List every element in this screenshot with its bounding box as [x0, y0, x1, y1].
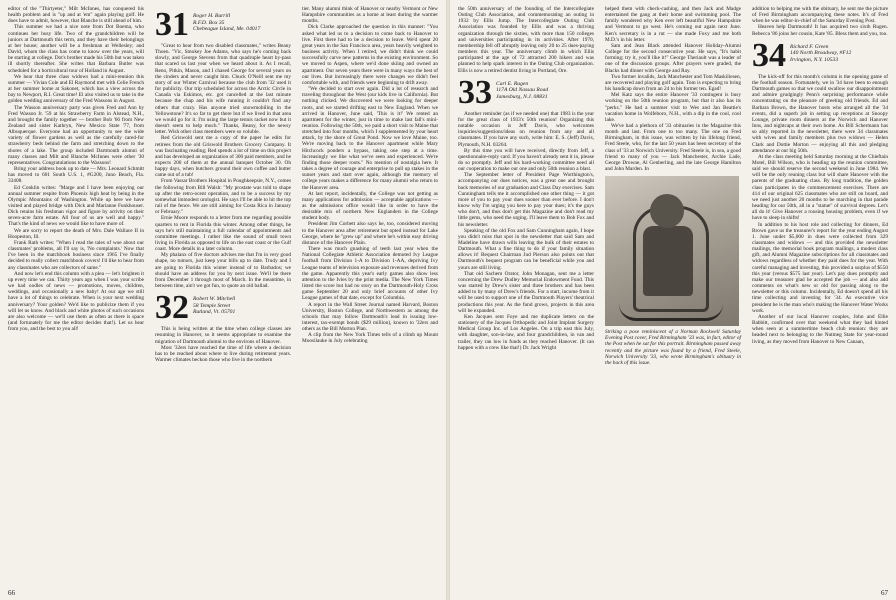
address-line: R.F.D. Box 35 — [193, 19, 225, 26]
paragraph: Another reminder (as if we needed one) that 1983 is the year for the great class of 1933's 50th reunion! Organizing this notable occasion is Jeff Davis, who welcomes inquiries/suggestions/ideas on reunion from any and all classmates. If you have any such, write him: E. S. (Jeff) Davis, Plymouth, N.H. 03264. — [458, 110, 594, 148]
paragraph: We've had a plethora of '33 obituaries in the Magazine this month and last. From one to too many. The one on Fred Birmingham, in this issue, was written by his lifelong friend, Fred Steele, who, for the last 50 years has been secretary of the class of '33 at Norwich University. Fred Steele is, in sea, a good friend to many of you — Jack Manchester, Archie Lade, George Drowne, Al Genberling, and the late George Hamilton and John Marden. In — [605, 122, 741, 173]
left-column-1 — [8, 6, 144, 332]
secretary-name: Carl E. Rugen — [496, 80, 529, 87]
class-entry-33 — [458, 73, 594, 111]
photo-caption: Striking a pose reminiscent of a Norman Rockwell Saturday Evening Post cover, Fred Birmingham '33 was, in fact, editor of the Post when he sat for this portrait. Birmingham passed away recently and the picture was found by a friend, Fred Steele, Norwich University '33, who wrote Birmingham's obituary in the back of this issue. — [605, 329, 741, 366]
paragraph: We hear that three class widows had a mini-reunion this summer — Vivian Cole and El Raymond met with Celie French at her summer home at Sakonet, which has a view across the bay to Newport, R.I. Great time! El also visited us to take in the golden wedding anniversary of the Fred Wassons in August. — [8, 73, 144, 105]
class-number: 33 — [458, 73, 492, 111]
paragraph: Red Griswold sent me a copy of the paper he edits for retirees from the old Griswold Brothers Grocery Company. It was fascinating reading; Red spends a lot of time on this project and has developed an organization of 300 paid members, and he expects 200 of them at the annual banquet October 30. Oh happy days, when butchers ground their own coffee and butter came out of a tub! — [155, 135, 291, 179]
paragraph: At last report, incidentally, the College was not getting as many applications for admission — acceptable applications — as the admissions office would like in order to have the desirable mix of northern New Englanders in the College student body. — [302, 190, 438, 222]
paragraph: My phalanx of five doctors advises me that I'm in very good shape, no tumors, just keep your bills up to date. Trudy and I are going to Florida this winter instead of to Barbados; we should have an address for you by next issue. We'll be there from December 1 through most of March. In the meantime, in between time, ain't we got fun, to quote an old ballad. — [155, 252, 291, 290]
class-number: 34 — [752, 36, 786, 74]
paragraph: A report in the Wall Street Journal named Harvard, Boston University, Boston College, and Northwestern as among the schools that may follow Dartmouth's lead in issuing low-interest, tax-exempt bonds ($29 million), known to '32ers and others as the Bill Morton Plan. — [302, 301, 438, 333]
paragraph: Bring your address book up to date — Mrs. Leonard Schmitt has moved to 601 South U.S. 1, #G200, Juno Beach, Fla. 33408. — [8, 166, 144, 185]
address-line: Chebeague Island, Me. 04017 — [193, 26, 261, 33]
paragraph: Mel Katz says the entire Hanover '33 contingent is busy working on the 50th reunion program, but that it also has its "perks." He had a summer visit to Wes and Jan Beattie's vacation home in Wolfeboro, N.H., with a dip in the cool, cool lake. — [605, 92, 741, 123]
paragraph: the 50th anniversary of the founding of the Intercollegiate Outing Club Association, and commemorating an outing in 1932 by Ellis Jump. The Intercollegiate Outing Club Association was founded by Ellis and was a thriving organization through the sixties, with more than 150 colleges and universities participating in its activities. After 1970, membership fell off abruptly leaving only 20 to 25 dues-paying members this year. The anniversary climb in which Ellis participated at the age of 72 attracted 200 hikers and was planned to help spark interest in the Outing Club organization. Ellis is now a retired dentist living in Portland, Ore. — [458, 6, 594, 74]
right-column-3 — [752, 6, 888, 345]
left-column-3 — [302, 6, 438, 345]
paragraph: Ernie Moore responds to a letter from me regarding possible quarters to rent in Florida this winter. Among other things, he says he's still maintaining a full calendar of appointments and committee meetings. I rather like the sound of small town living in Florida as opposed to life on the east coast or the Gulf coast. More details in a later column. — [155, 215, 291, 253]
paragraph: By this time you will have received, directly from Jeff, a questionnaire-reply card. If you haven't already sent it in, please do so promptly. Jeff and his hard-working committee need all our cooperation to make our one and only 50th reunion a blast. — [458, 147, 594, 173]
paragraph: That old Sachem Orator, John Monagan, sent me a letter concerning the Drew Dudley Memorial Endowment Fund. This was started by Drew's sister and three brothers and has been added to by many of Drew's friends. For a start, income from it will be used to support one of the Dartmouth Players' theatrical productions this year. As the fund grows, projects in this area will be expanded. — [458, 270, 594, 314]
address-line: 58 Temple Street — [193, 302, 231, 309]
class-entry-32 — [155, 289, 291, 327]
paragraph: addition to helping me with the obituary, he sent me the picture of Fred Birmingham accompanying these notes. It's of Fred when he was editor-in-chief of the Saturday Evening Post. — [752, 6, 888, 25]
paragraph: Another of our local Hanover couples, John and Ellie Babbitt, confirmed over that weekend what they had hinted when seen at a summertime beach club reunion: they are headed next to belonging to the Nutmeg State for year-round living, as they moved from Hanover to New Canaan, — [752, 313, 888, 345]
secretary-name: Richard F. Green — [790, 43, 829, 50]
figure-head-shape — [650, 194, 684, 228]
paragraph: Ken Jacques sent Foye and me duplicate letters on the stationery of the Jacques Orthopedic and Joint Implant Surgery Medical Group Inc. of Los Angeles. On a trip east this July, with daughter, son-in-law, and four grandchildren, in van and trailer, they ran low in funds as they reached Hanover. (It can happen with a crew like that!) Dr. Jack Wright — [458, 313, 594, 351]
class-secretary-address — [496, 78, 548, 101]
paragraph: "Great to hear from two disabled classmates," writes Beany Thoen. "Vic, Smokey Joe Adams, who says he's coming back slowly, and George Stevens from that quadruple heart by-pass that scared us last year when we heard about it. As I recall, Reno, Pitkin, Mason, and I chased George for several years on the cinders and never caught him. Chuck O'Neill sent me my story of our Winter Carnival because the club from '32 used it for publicity. Our trip scheduled for across the Arctic Circle in Canada via Eskimos, etc. got cancelled at the last minute because the chap and his wife running it couldn't find any others that crazy. Has anyone tried snowmobiling in the Yellowstone? It's so far to get there but if we lived in that area we would go for it. I'm using the large tennis racket now but it doesn't seem to help much." Thanks, Beany, for the newsy letter. Wish other class members were so voluble. — [155, 43, 291, 136]
paragraph: A clip from the New York Times tells of a climb up Mount Moosilauke in July celebrating — [302, 332, 438, 345]
left-page — [0, 0, 446, 600]
paragraph: At the class meeting held Saturday morning at the Chieftain Motel, Bill Wilson, who is heading up the reunion committee, said we should reserve the second weekend in June 1984. We will be the only reuning class but will share Hanover with the parents of the graduating class. By long tradition, the golden class participates in the commencement exercises. There are 414 of our original 625 classmates who are still on board, and we need just another 20 months to be marching in that parade heading for our 50th, all in a "statue" of survival degrees. Let's all do it! Give Hanover a rousing housing problem, even if we have to sleep in shifts! — [752, 153, 888, 222]
portrait-photo — [605, 176, 739, 326]
secretary-name: Robert W. Mitchell — [193, 296, 236, 303]
paragraph: helped them with check-cashing, and then Jack and Madge entertained the gang at their home and swimming pool. The family wondered why Ken ever left beautiful New Hampshire and Vermont to go west. He's coming out again next June. Ken's secretary is in a rut — she made Foxy and me both M.D.'s in his letter. — [605, 6, 741, 43]
left-column-2 — [155, 6, 291, 363]
paragraph: This is being written at the time when college classes are resuming in Hanover, so it seems appropriate to examine the migration of Dartmouth alumni to the environs of Hanover. — [155, 326, 291, 345]
paragraph: Heaven help Dartmouth! It has acquired two sixth Rugen. Rebecca '86 joins her cousin, Kate '85. Bless them and you, too. — [752, 24, 888, 37]
right-column-1 — [458, 6, 594, 351]
class-entry-34 — [752, 36, 888, 74]
class-secretary-address — [193, 10, 260, 33]
address-line: Jamesburg, N.J. 08831 — [496, 93, 548, 100]
paragraph: Most '32ers have reached the time of life where a decision has to be reached about where to live during retirement years. Warmer climates beckon those who live in the northern — [155, 344, 291, 364]
figure-body-shape — [643, 226, 693, 296]
paragraph: Dick Clarke approached the question in this manner: "You asked what led us to a decision to come back to Hanover to live. First there had to be a decision to leave. We'd spent 20 great years in the San Francisco area, years heavily weighted to business activity. When I retired, we didn't think we could successfully carve new patterns in the existing environment. So we moved to Aspen, where we'd done skiing and owned an apartment. Our seven years there were in many ways the best of our lives. But increasingly there were changes we didn't feel comfortable with, and friends were beginning to drift away. — [302, 24, 438, 86]
paragraph: Ed Conklin writes: "Marge and I have been enjoying our annual summer respite from Phoenix high heat by being in the Olympic Mountains of Washington. While up here we have visited and played bridge with Dick and Marianne Funkhouser. Dick retains his freshman vigor and figure by activity on their seven-acre farm estate. All four of us are well and happy." That's the kind of news we would like to have more of. — [8, 184, 144, 228]
page-number: 67 — [881, 589, 888, 597]
secretary-name: Roger H. Burrill — [193, 13, 231, 19]
right-column-2 — [605, 6, 741, 366]
paragraph: Frank Rath writes: "When I read the tales of woe about our classmates' problems, all I'll say is, 'No complaints.' Now that I've been in the matchbook business since 1965 I've finally decided to really collect matchbook covers! I'd like to hear from any classmates who are collectors of same." — [8, 239, 144, 271]
paragraph: We are sorry to report the death of Mrs. Dale Wallace II in Hoopeston, Ill. — [8, 227, 144, 240]
paragraph: This summer we had a nice note from Dot Boema, who continues her busy life. Two of the grandchildren will be juniors at Dartmouth this term, and they have their belongings at her house; another will be a freshman at Wellesley; and David, whom the class has come to know over the years, will be starting at college. Dot's brother made his 50th but was taken ill shortly thereafter. She writes that Barbara Butler was scheduled for a horticultural tour of Holland in August. — [8, 24, 144, 74]
paragraph: Sam and Jean Black attended Hanover Holiday-Alumni College for the second consecutive year. He says, "It's habit forming; try it, you'll like it!" George Theriault was a leader of one of the discussion groups. After prayers were graded, the Blacks had dinner with George and Ray. — [605, 42, 741, 74]
class-number: 31 — [155, 6, 189, 43]
class-secretary-address — [193, 293, 235, 316]
class-entry-31 — [155, 6, 291, 43]
class-number: 32 — [155, 289, 189, 327]
right-page — [450, 0, 896, 600]
paragraph: From Vassar Brothers Hospital in Poughkeepsie, N.Y., comes the following from Bill Walsh: "My prostate was told to shape up after the retro-ocent operation, and to be a success by my somewhat immodest urologist. He says I'll be able to hit the top rail of the fence. We are still aiming for Costa Rica in January or February." — [155, 178, 292, 216]
address-line: 117A Old Nassau Road — [496, 87, 549, 94]
rocker-shape — [619, 304, 723, 321]
paragraph: editor of the "Thirtyeter," Milt McInnes, has conquered his health problem and is "up and at 'em" again playing golf. He does have to admit, however, that Blanche is still ahead of him. — [8, 6, 144, 25]
paragraph: The kick-off for this month's column is the opening game of the football season. Fortunately, we in '34 have been to enough Dartmouth games so that we could swallow our disappointment and admire grudgingly Penn's surprising performance while concentrating on the pleasure of greeting old friends. Ed and Barbara Brown, the Hanover hosts who arranged all the '34 events, did a superb job in setting up receptions at Snoopy Lounge, private room dinners at the Norwich and Hanover Inns, and nightcaps at their own home. As Bill Schermann has so ably reported in the newsletter, there were 34 classmates with wives and family members plus two widows — Helen Clark and Dottie Morton — enjoying all this and pledging attendance at our big 50th. — [752, 73, 888, 154]
paragraph: "We decided to start over again. Did a lot of research and traveling throughout the West (our kids live in California). But nothing clicked. We discovered we were looking for deeper roots, and we started drifting east to New England. When we arrived in Hanover, June said, 'This is it!' We rented an apartment for the winter, just in time to make last fall's mini-reunion. Following the 50th, we paid a short visit to Maine that stretched into four months, which I supplemented by your heart attack, by the shore of Great Pond. Now we love Maine, too. We're moving back to the Hanover apartment while Mary Hitchcock ponders a bypass, taking one step at a time. Increasingly we like what we've seen and experienced. We're finding those deeper roots." No mention of nostalgia here. It takes a degree of courage and enterprise to pull up stakes in the sunset years and start over again, although the memory of college years makes a difference for many alumni who return to the Hanover area. — [302, 86, 438, 191]
class-secretary-address — [790, 41, 851, 64]
address-line: Irvington, N.Y. 10533 — [790, 56, 839, 63]
paragraph: In addition to his host role and collecting for dinners, Ed Brown gave us the treasurer's report for the year ending August 1. June under $5,000 in dues were collected from 329 classmates and widows — and this provided the newsletter mailings, the memorial book program mailings, a modest class gift, and Alumni Magazine subscriptions for all classmates and widows regardless of whether they paid dues for the year. With careful managing and investing, this provided a surplus of $550 this year (versus $575 last year). Let's pay dues promptly and make our treasurer glad he accepted the job — and also add comments on what's new or old for passing along to the newsletter or this column. Incidentally, Ed doesn't spend all his time collecting and investing for '34. As executive vice president he is the man who's making the Hanover Water Works work. — [752, 221, 888, 314]
address-line: Rutland, Vt. 05701 — [193, 309, 236, 316]
paragraph: Two former invalids, Jack Manchester and Tom Maskiliesen, are recovered and playing golf again. Tom is expecting to bring his handicap down from an 24 to his former ten. Egad! — [605, 73, 741, 93]
address-line: 140 North Broadway, #F12 — [790, 50, 852, 57]
paragraph: The Wasson anniversary party was given Fred and Ann by Fred Wasson Jr. '59 at his Strawberry Farm in Alstead, N.H., and brought the family together — brother Bob '66 from New Zealand and sister Kathryn, New Mexico State '77, from Albuquerque. Everyone had an opportunity to see the wide variety of flower gardens as well as the carefully cared-for strawberry beds behind the farm and stretching down to the shores of a lake. The group included Dartmouth alumni of many classes and Milt and Blanche McInnes were other '30 representatives. Congratulations to the Wassons! — [8, 104, 144, 166]
paragraph: The September letter of President Page Worthington's, accompanying our dues notices, was a great one and brought back memories of our graduation and Class Day exercises. Sam Cunningham tells me it accomplished one other thing — it got more of you to pay your dues sooner than ever before. I don't know why I'm urging you here to pay your dues; it's the guys who don't, and thus don't get this Magazine and don't read my little gems, who need the urging. I'll leave them to Bob Fox and his newsletter. — [458, 172, 594, 228]
paragraph: President Jim Corbett also says he, too, considered moving to the Hanover area after retirement but opted instead for Lake George, where he "grew up" and where he's within easy driving distance of the Hanover Plain. — [302, 221, 438, 246]
paragraph: tier. Many alumni think of Hanover or nearby Vermont or New Hampshire communities as a home at least during the warmer months. — [302, 6, 438, 25]
paragraph: Speaking of the old Fox and Sam Cunningham again, I hope you didn't miss that spot in the newsletter that said Sam and Madeline have drawn wills leaving the bulk of their estates to Dartmouth. What a fine thing to do if your family situation allows it! Bequest Chairman Jud Pierson also points out that Dartmouth's bequest program can be beneficial while you and yours are still living. — [458, 227, 594, 271]
paragraph: There was much gnashing of teeth last year when the National Collegiate Athletic Association demoted Ivy League football from Division 1-A to Division 1-AA, depriving Ivy League teams of television exposure and revenues derived from the game. Apparently this year's early games also show less attention to the Ivies by the print media. The New York Times listed the score but had no story on the Dartmouth-Holy Cross game September 20 and only brief accounts of other Ivy League games of that date, except for Columbia. — [302, 246, 438, 302]
paragraph: And now let's end this column with a plea — let's brighten it up every time we can. Thirty years ago when I was your scribe we had oodles of news — promotions, moves, children, weddings, and occasionally a new baby! At our age we still have a lot of things to celebrate. When is your next wedding anniversary? Your golden? We'd like to publicize them if you will let us know. And black and white photos of such occasions are also welcome — we'll use them as often as there is space (and fortunately for me the editor decides that!). Let us hear from you, and the best to you all! — [8, 270, 144, 333]
page-number: 66 — [8, 589, 15, 597]
